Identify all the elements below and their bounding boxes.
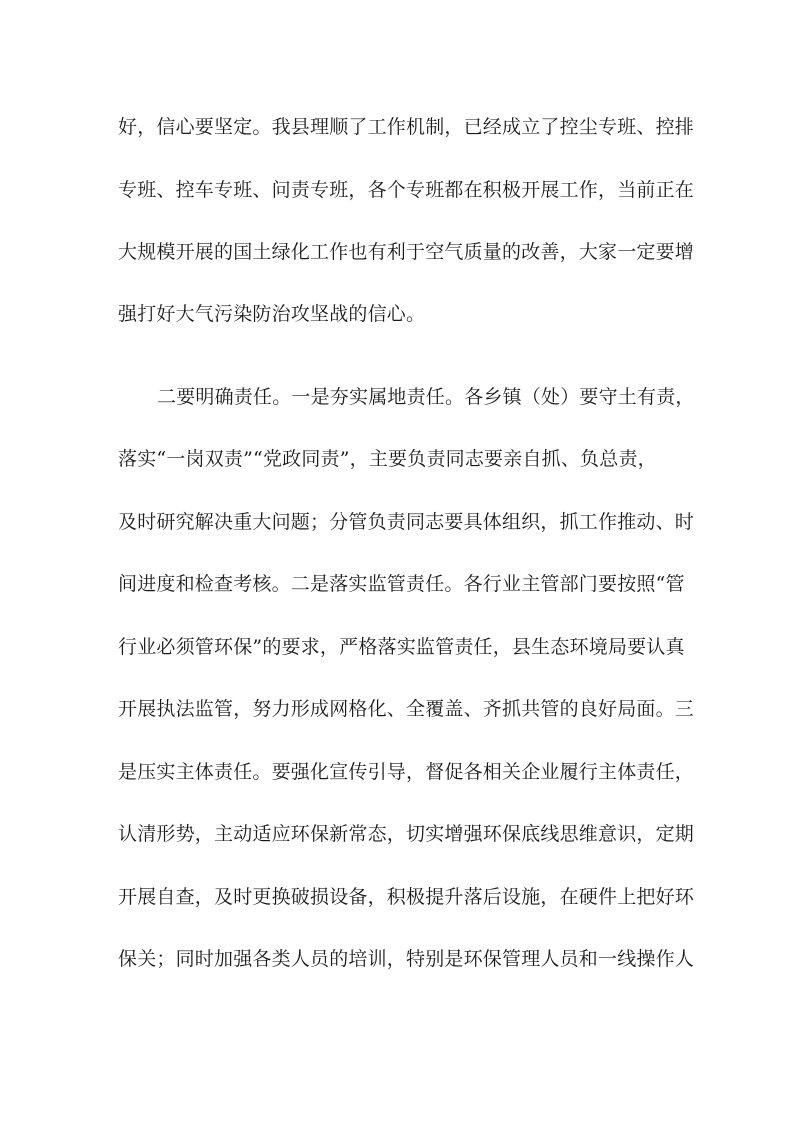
paragraph-2-line-1: 二要明确责任。一是夯实属地责任。各乡镇（处）要守土有责，	[157, 386, 695, 408]
paragraph-2-line-9: 开展自查，及时更换破损设备，积极提升落后设施，在硬件上把好环	[118, 886, 695, 908]
paragraph-2-line-6: 开展执法监管，努力形成网格化、全覆盖、齐抓共管的良好局面。三	[118, 698, 695, 720]
paragraph-2-line-5: 行业必须管环保”的要求，严格落实监管责任，县生态环境局要认真	[118, 636, 685, 658]
paragraph-1-line-2: 专班、控车专班、问责专班，各个专班都在积极开展工作，当前正在	[118, 179, 695, 201]
paragraph-2-line-2: 落实“一岗双责”“党政同责”，主要负责同志要亲自抓、负总责，	[118, 448, 657, 470]
paragraph-2-line-8: 认清形势，主动适应环保新常态，切实增强环保底线思维意识，定期	[118, 823, 695, 845]
paragraph-1-line-4: 强打好大气污染防治攻坚战的信心。	[118, 303, 426, 325]
paragraph-2-line-10: 保关；同时加强各类人员的培训，特别是环保管理人员和一线操作人	[118, 948, 695, 970]
paragraph-1-line-1: 好，信心要坚定。我县理顺了工作机制，已经成立了控尘专班、控排	[118, 116, 695, 138]
paragraph-2-line-7: 是压实主体责任。要强化宣传引导，督促各相关企业履行主体责任，	[118, 761, 695, 783]
paragraph-2-line-3: 及时研究解决重大问题；分管负责同志要具体组织，抓工作推动、时	[118, 511, 695, 533]
paragraph-1-line-3: 大规模开展的国土绿化工作也有利于空气质量的改善，大家一定要增	[118, 241, 695, 263]
paragraph-2-line-4: 间进度和检查考核。二是落实监管责任。各行业主管部门要按照“管	[118, 573, 685, 595]
